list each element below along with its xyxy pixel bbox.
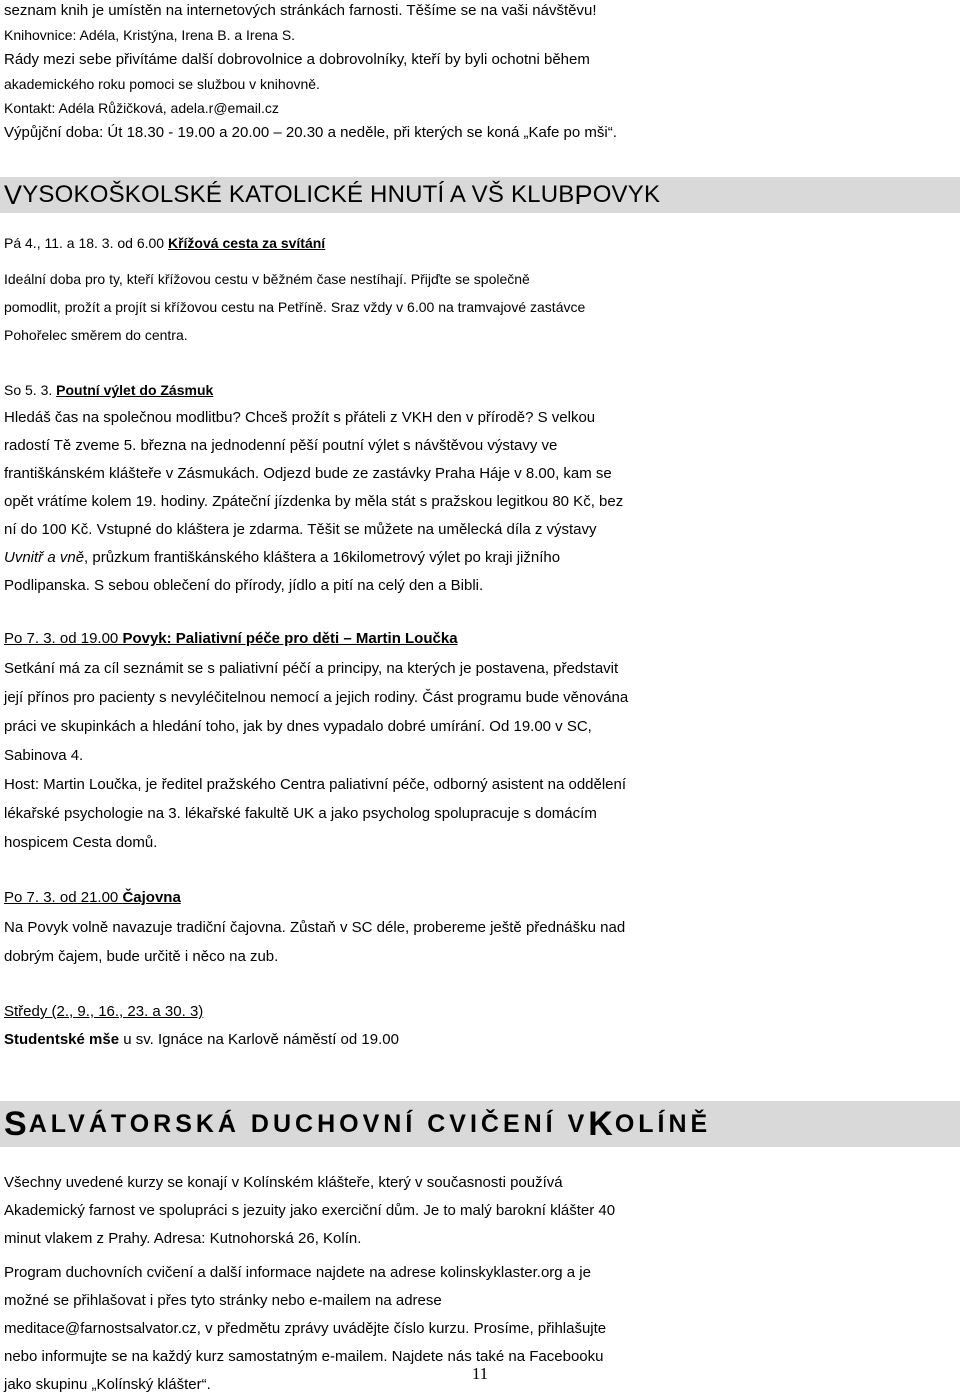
event-date: So 5. 3.: [4, 382, 57, 398]
event-studentske-mse: [4, 997, 956, 1053]
event-date: Pá 4., 11. a 18. 3. od 6.00: [4, 235, 168, 251]
heading-text: P: [574, 179, 593, 210]
event-title-line: [4, 624, 956, 654]
text-line: hospicem Cesta domů.: [4, 834, 158, 851]
text-line: Rády mezi sebe přivítáme další dobrovolnice a dobrovolníky, kteří by byli ochotni během: [4, 51, 590, 68]
text-line: Kontakt: Adéla Růžičková, adela.r@email.cz: [4, 100, 279, 116]
document-page: [4, 0, 956, 1399]
event-date: Po 7. 3. od 21.00: [4, 889, 123, 906]
text-line: [4, 544, 956, 572]
text-line: Sabinova 4.: [4, 747, 84, 764]
text-line: Program duchovních cvičení a další informace najdete na adrese kolinskyklaster.org a je: [4, 1264, 591, 1281]
text-line: seznam knih je umístěn na internetových stránkách farnosti. Těšíme se na vaši návštěvu!: [4, 2, 597, 19]
heading-text: OVYK: [592, 181, 661, 208]
text-span: u sv. Ignáce na Karlově náměstí od 19.00: [119, 1031, 399, 1048]
text-line: Setkání má za cíl seznámit se s paliativní péčí a principy, na kterých je postavena, představit: [4, 660, 619, 677]
text-line: dobrým čajem, bude určitě i něco na zub.: [4, 948, 279, 965]
text-line: Knihovnice: Adéla, Kristýna, Irena B. a Irena S.: [4, 27, 296, 43]
event-cajovna: [4, 883, 956, 971]
event-date: Po 7. 3. od 19.00: [4, 630, 123, 647]
heading-text: V: [4, 179, 23, 210]
text-line: pomodlit, prožít a projít si křížovou cestu na Petříně. Sraz vždy v 6.00 na tramvajové zastávce: [4, 299, 586, 315]
event-title: Čajovna: [122, 889, 181, 906]
text-line: minut vlakem z Prahy. Adresa: Kutnohorská 26, Kolín.: [4, 1230, 362, 1247]
exhibition-title: Uvnitř a vně: [4, 549, 85, 566]
text-span: , průzkum františkánského kláštera a 16kilometrový výlet po kraji jižního: [84, 549, 561, 566]
heading-text: K: [588, 1104, 615, 1143]
section-heading-vkh: [0, 177, 960, 213]
event-date-line: [4, 997, 956, 1027]
event-title: Křížová cesta za svítání: [167, 235, 326, 251]
text-line: práci ve skupinkách a hledání toho, jak by dnes vypadalo dobré umírání. Od 19.00 v SC,: [4, 718, 592, 735]
text-line: Podlipanska. S sebou oblečení do přírody, jídlo a pití na celý den a Bibli.: [4, 577, 484, 594]
text-line: lékařské psychologie na 3. lékařské fakultě UK a jako psycholog spolupracuje s domácím: [4, 805, 597, 822]
text-line: opět vrátíme kolem 19. hodiny. Zpáteční jízdenka by měla stát s pražskou legitkou 80 Kč, bez: [4, 493, 624, 510]
event-zasmuky: [4, 376, 956, 600]
text-line: Ideální doba pro ty, kteří křížovou cestu v běžném čase nestíhají. Přijďte se společně: [4, 271, 530, 287]
text-line: meditace@farnostsalvator.cz, v předmětu zprávy uvádějte číslo kurzu. Prosíme, přihlašujte: [4, 1320, 607, 1337]
event-title-line: [4, 376, 956, 404]
event-title: Studentské mše: [4, 1031, 120, 1048]
text-line: Na Povyk volně navazuje tradiční čajovna. Zůstaň v SC déle, probereme ještě přednášku nad: [4, 919, 626, 936]
event-title-line: [4, 231, 956, 255]
library-info: [4, 0, 956, 145]
heading-text: OLÍNĚ: [614, 1109, 712, 1138]
event-title-line: [4, 883, 956, 913]
page-number: 11: [471, 1364, 489, 1383]
heading-text: YSOKOŠKOLSKÉ KATOLICKÉ HNUTÍ A VŠ KLUB: [22, 181, 575, 208]
text-line: jako skupinu „Kolínský klášter“.: [4, 1376, 211, 1393]
text-line: Host: Martin Loučka, je ředitel pražského Centra paliativní péče, odborný asistent na oddělení: [4, 776, 627, 793]
heading-text: S: [4, 1104, 29, 1143]
event-title: Poutní výlet do Zásmuk: [56, 382, 214, 398]
text-line: Hledáš čas na společnou modlitbu? Chceš prožít s přáteli z VKH den v přírodě? S velkou: [4, 409, 596, 426]
event-date: Středy (2., 9., 16., 23. a 30. 3): [4, 1003, 204, 1020]
event-povyk: [4, 624, 956, 857]
text-line: akademického roku pomoci se službou v knihovně.: [4, 76, 320, 92]
text-line: Výpůjční doba: Út 18.30 - 19.00 a 20.00 – 20.30 a neděle, při kterých se koná „Kafe po mši“.: [4, 124, 617, 141]
text-line: nebo informujte se na každý kurz samostatným e-mailem. Najdete nás také na Facebooku: [4, 1348, 604, 1365]
text-line: Pohořelec směrem do centra.: [4, 327, 188, 343]
text-line: Akademický farnost ve spolupráci s jezuity jako exerciční dům. Je to malý barokní klášter 40: [4, 1202, 616, 1219]
text-line: františkánském klášteře v Zásmukách. Odjezd bude ze zastávky Praha Háje v 8.00, kam se: [4, 465, 612, 482]
text-line: ní do 100 Kč. Vstupné do kláštera je zdarma. Těšit se můžete na umělecká díla z výstavy: [4, 521, 597, 538]
text-line: radostí Tě zveme 5. března na jednodenní pěší poutní výlet s návštěvou výstavy ve: [4, 437, 558, 454]
event-krizova-cesta: [4, 231, 956, 349]
heading-text: ALVÁTORSKÁ DUCHOVNÍ CVIČENÍ V: [28, 1109, 589, 1138]
text-line: Všechny uvedené kurzy se konají v Kolínském klášteře, který v současnosti používá: [4, 1174, 563, 1191]
section-heading-kolin: [0, 1101, 960, 1147]
event-title-line: [4, 1027, 956, 1053]
event-title: Povyk: Paliativní péče pro děti – Martin Loučka: [122, 630, 458, 647]
text-line: její přínos pro pacienty s nevyléčitelnou nemocí a jejich rodiny. Část programu bude věnována: [4, 689, 629, 706]
text-line: možné se přihlašovat i přes tyto stránky nebo e-mailem na adrese: [4, 1292, 442, 1309]
